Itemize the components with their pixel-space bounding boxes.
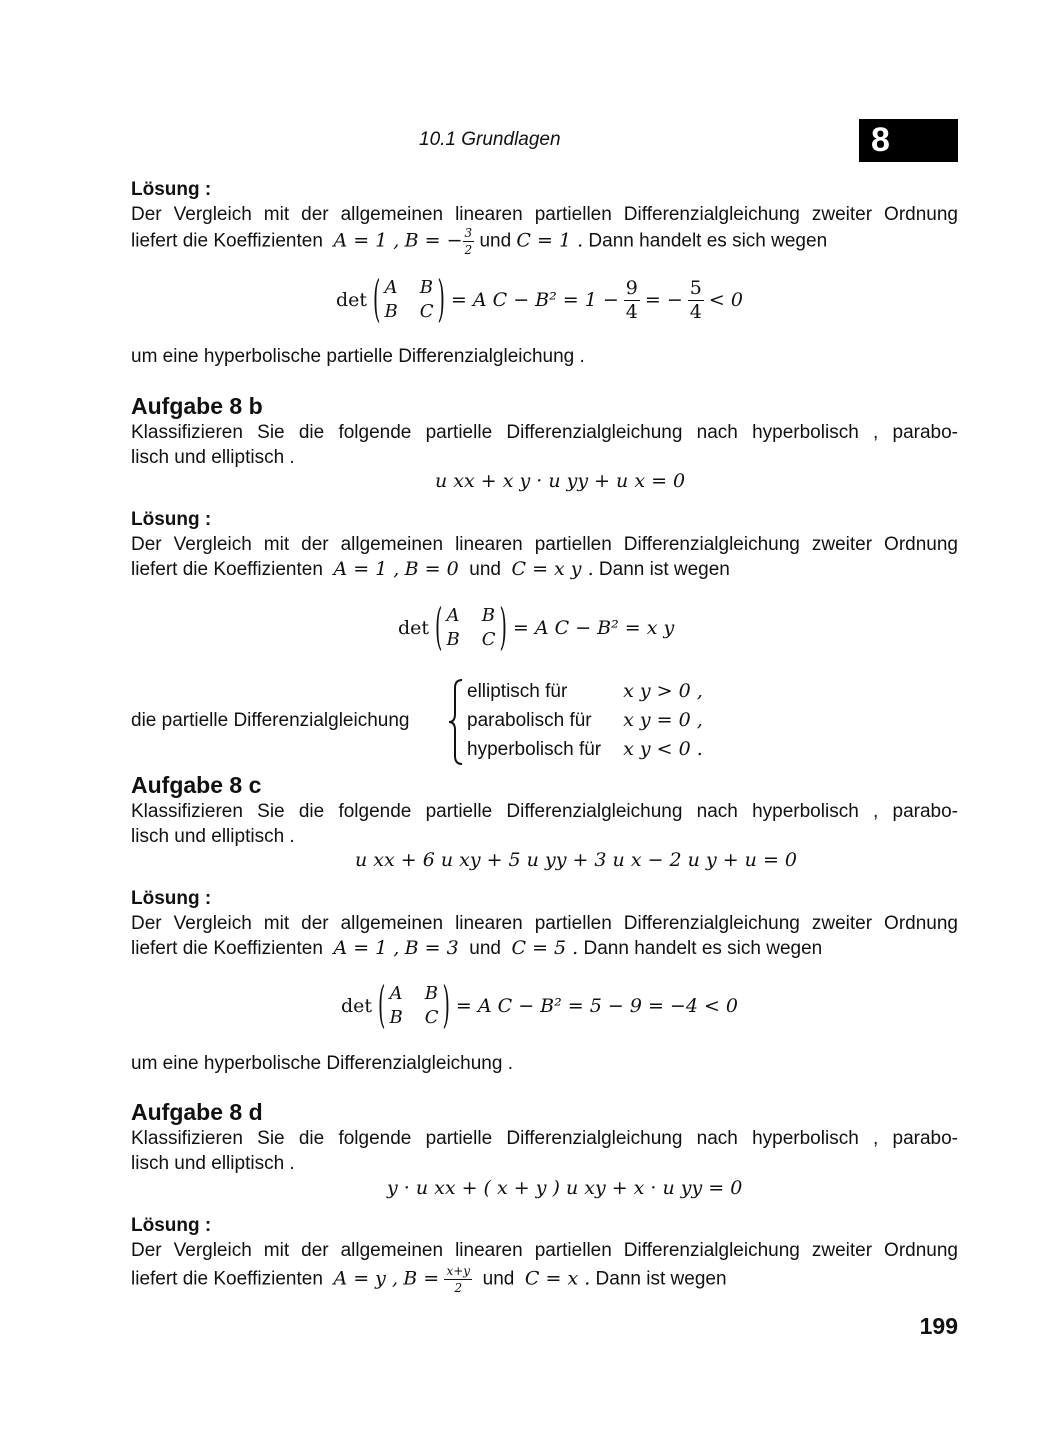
conclusion-text: um eine hyperbolische partielle Differenzialgleichung . <box>131 346 585 367</box>
right-paren: ) <box>499 599 507 657</box>
loesung-label: Lösung : <box>131 509 212 530</box>
task-heading: Aufgabe 8 c <box>131 772 262 798</box>
equation-part: = A C − B² = 1 − <box>450 289 619 311</box>
fraction <box>463 227 475 256</box>
det-operator: det <box>398 617 430 639</box>
coef-c: C = x y . <box>511 558 594 580</box>
text: liefert die Koeffizienten <box>131 938 323 959</box>
coef-a: A = 1 , <box>333 229 400 252</box>
task-text: Klassifizieren Sie die folgende partielle Differenzialgleichung nach hyperbolisch , parabo- <box>131 422 958 443</box>
text: Dann ist wegen <box>595 1268 727 1290</box>
text: liefert die Koeffizienten <box>131 559 323 580</box>
coef-a: A = y , <box>333 1267 398 1290</box>
case-condition: x y = 0 , <box>623 709 703 731</box>
solution-text: Der Vergleich mit der allgemeinen linearen partiellen Differenzialgleichung zweiter Ordnung <box>131 1240 958 1261</box>
task-text: lisch und elliptisch . <box>131 1153 295 1174</box>
text: und <box>482 1268 515 1290</box>
solution-text: Der Vergleich mit der allgemeinen linearen partiellen Differenzialgleichung zweiter Ordnung <box>131 204 958 225</box>
denominator: 2 <box>454 1281 463 1295</box>
cases-list <box>467 679 703 762</box>
coef-b: B = <box>403 1267 440 1290</box>
numerator: 3 <box>464 226 473 240</box>
matrix-cell: A <box>446 605 460 626</box>
equation-part: = A C − B² = 5 − 9 = −4 < 0 <box>455 995 739 1017</box>
coef-c: C = x . <box>524 1267 591 1290</box>
text: Dann handelt es sich wegen <box>583 938 823 959</box>
solution-text <box>131 1265 727 1294</box>
task-equation: y · u xx + ( x + y ) u xy + x · u yy = 0 <box>387 1177 743 1199</box>
coef-b: B = 3 <box>404 937 459 959</box>
cases-lead: die partielle Differenzialgleichung <box>131 710 410 731</box>
matrix-cell: A <box>389 983 403 1004</box>
det-operator: det <box>336 289 368 311</box>
task-text: lisch und elliptisch . <box>131 447 295 468</box>
denominator: 4 <box>625 300 638 323</box>
text: Dann ist wegen <box>598 559 730 580</box>
matrix-cell: C <box>424 1007 439 1028</box>
case-label: hyperbolisch für <box>467 739 602 760</box>
text: liefert die Koeffizienten <box>131 230 323 252</box>
task-text: Klassifizieren Sie die folgende partielle Differenzialgleichung nach hyperbolisch , parabo- <box>131 801 958 822</box>
case-label: parabolisch für <box>467 710 592 731</box>
text: und <box>469 938 501 959</box>
task-heading: Aufgabe 8 b <box>131 393 263 419</box>
matrix <box>446 605 495 651</box>
case-condition: x y > 0 , <box>623 680 703 702</box>
text: Dann handelt es sich wegen <box>588 230 828 252</box>
fraction <box>624 276 640 323</box>
text: und <box>479 230 512 252</box>
page-number: 199 <box>919 1313 958 1339</box>
fraction <box>688 276 704 323</box>
loesung-label: Lösung : <box>131 179 212 200</box>
matrix-cell: B <box>384 301 398 322</box>
matrix-cell: C <box>481 629 496 650</box>
matrix-cell: C <box>419 301 434 322</box>
matrix-cell: B <box>419 277 433 298</box>
solution-text <box>131 227 827 256</box>
right-paren: ) <box>437 271 445 329</box>
determinant-equation <box>336 272 743 328</box>
determinant-equation <box>341 978 738 1034</box>
task-text: lisch und elliptisch . <box>131 826 295 847</box>
fraction <box>444 1265 472 1294</box>
case-label: elliptisch für <box>467 681 568 702</box>
matrix-cell: B <box>389 1007 403 1028</box>
curly-brace <box>447 678 465 766</box>
task-text: Klassifizieren Sie die folgende partielle Differenzialgleichung nach hyperbolisch , parabo- <box>131 1128 958 1149</box>
solution-text: Der Vergleich mit der allgemeinen linearen partiellen Differenzialgleichung zweiter Ordnung <box>131 913 958 934</box>
denominator: 2 <box>464 243 473 257</box>
coef-b: B = 0 <box>404 558 459 580</box>
matrix <box>389 983 438 1029</box>
coef-c: C = 5 . <box>511 937 579 959</box>
solution-text: Der Vergleich mit der allgemeinen linearen partiellen Differenzialgleichung zweiter Ordnung <box>131 534 958 555</box>
chapter-tab <box>859 119 958 162</box>
numerator: x+y <box>446 1264 471 1278</box>
coef-c: C = 1 . <box>516 229 584 252</box>
coef-a: A = 1 , <box>333 558 400 580</box>
solution-text <box>131 557 730 582</box>
loesung-label: Lösung : <box>131 1215 212 1236</box>
numerator: 9 <box>625 276 638 299</box>
solution-text <box>131 936 822 961</box>
chapter-number: 8 <box>871 121 890 159</box>
case-condition: x y < 0 . <box>623 738 703 760</box>
equation-part: < 0 <box>708 289 743 311</box>
coef-a: A = 1 , <box>333 937 400 959</box>
loesung-label: Lösung : <box>131 888 212 909</box>
denominator: 4 <box>689 300 702 323</box>
numerator: 5 <box>689 276 702 299</box>
running-title: 10.1 Grundlagen <box>419 129 561 150</box>
task-equation: u xx + 6 u xy + 5 u yy + 3 u x − 2 u y + u = 0 <box>355 849 798 871</box>
matrix-cell: B <box>446 629 460 650</box>
left-paren: ( <box>435 599 443 657</box>
task-equation: u xx + x y · u yy + u x = 0 <box>435 470 686 492</box>
matrix-cell: A <box>384 277 398 298</box>
matrix-cell: B <box>424 983 438 1004</box>
coef-b: B = − <box>404 229 463 252</box>
conclusion-text: um eine hyperbolische Differenzialgleichung . <box>131 1053 513 1074</box>
matrix-cell: B <box>481 605 495 626</box>
left-paren: ( <box>373 271 381 329</box>
det-operator: det <box>341 995 373 1017</box>
determinant-equation <box>398 600 674 656</box>
equation-part: = − <box>644 289 683 311</box>
left-paren: ( <box>378 977 386 1035</box>
equation-part: = A C − B² = x y <box>512 617 675 639</box>
task-heading: Aufgabe 8 d <box>131 1099 263 1125</box>
matrix <box>384 277 433 323</box>
text: und <box>469 559 501 580</box>
text: liefert die Koeffizienten <box>131 1268 323 1290</box>
right-paren: ) <box>442 977 450 1035</box>
